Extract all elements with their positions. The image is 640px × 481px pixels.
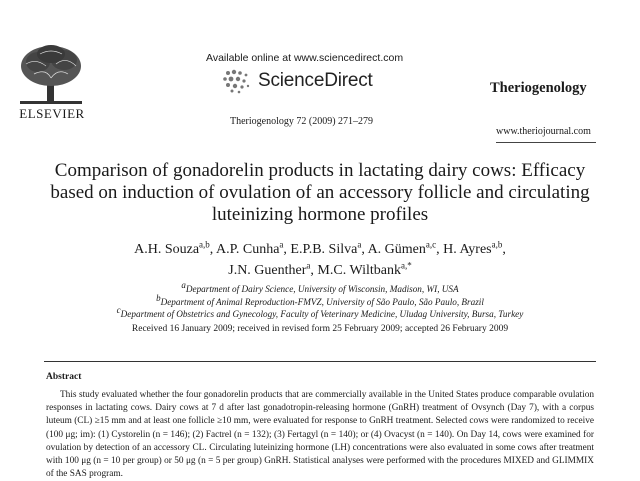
article-title: Comparison of gonadorelin products in lactating dairy cows: Efficacy based on induction of ovulation of an accessory follicle and circulating luteinizing hormone profiles [50,160,590,225]
author-separator: , [209,242,217,257]
author-separator: , [310,263,318,278]
affiliation-text: Department of Obstetrics and Gynecology, Faculty of Veterinary Medicine, Uludag University, Bursa, Turkey [120,309,524,319]
author[interactable] [228,260,311,278]
author[interactable] [216,239,284,257]
journal-citation: Theriogenology 72 (2009) 271–279 [230,116,374,127]
author-affiliation-mark[interactable]: a [279,239,284,250]
journal-url[interactable]: www.theriojournal.com [496,126,591,137]
author-name: H. Ayres [443,242,492,257]
sciencedirect-wordmark: ScienceDirect [258,70,373,91]
author-affiliation-mark[interactable]: a,c [425,239,437,250]
author-name: A.H. Souza [134,242,200,257]
affiliation-mark: a [181,279,186,290]
author[interactable] [367,239,437,257]
sciencedirect-logo [222,66,373,96]
journal-name: Theriogenology [490,80,587,96]
publisher-name: ELSEVIER [19,106,85,121]
affiliation-mark: b [156,292,161,303]
author-name: A. Gümen [367,242,426,257]
available-online-text: Available online at www.sciencedirect.com [206,52,404,64]
author-separator: , [361,242,368,257]
author-name: E.P.B. Silva [290,242,358,257]
abstract-body: This study evaluated whether the four gonadorelin products that are commercially available in the United States produce comparable ovulation responses in lactating cows. Dairy cows at 7 d after last gonadotropin-releasing hormone (GnRH) treatment of Ovsynch (Day 7), with a corpus luteum (CL) ≥15 mm and at least one follicle ≥10 mm, were evaluated for response to GnRH treatment. Selected cows were randomized to receive (100 μg; im): (1) Cystorelin (n = 146); (2) Factrel (n = 132); (3) Fertagyl (n = 140); or (4) Ovacyst (n = 140). On Day 14, cows were examined for ovulation by detection of an accessory CL. Circulating luteinizing hormone (LH) concentrations were also evaluated in some cows after treatment with 100 μg (n = 10 per group) or 50 μg (n = 5 per group) GnRH. Statistical analyses were performed with the procedures MIXED and GLIMMIX of the SAS program. [46,390,594,480]
header-divider [496,142,596,143]
author-affiliation-mark[interactable]: a,b [199,239,210,250]
author[interactable] [290,239,362,257]
author-separator: , [436,242,444,257]
affiliation-item [40,292,600,309]
author-separator: , [502,242,506,257]
abstract-divider [44,361,596,362]
sciencedirect-dots-icon [222,68,252,94]
author[interactable] [443,239,503,257]
author-affiliation-mark[interactable]: a,b [491,239,503,250]
author-corresponding[interactable] [317,260,412,278]
article-history-dates: Received 16 January 2009; received in revised form 25 February 2009; accepted 26 February 2009 [131,324,509,334]
affiliation-list [40,279,600,321]
author-affiliation-mark[interactable]: a [306,260,311,271]
affiliation-item [40,304,600,321]
abstract-heading: Abstract [46,372,82,382]
author-name: A.P. Cunha [216,242,280,257]
author-separator: , [283,242,291,257]
author-name: J.N. Guenther [228,263,307,278]
author-list [40,239,600,281]
author-affiliation-mark[interactable]: a,* [400,260,412,271]
author[interactable] [134,239,210,257]
elsevier-tree-logo [16,44,86,106]
author-name: M.C. Wiltbank [317,263,401,278]
affiliation-mark: c [116,304,121,315]
affiliation-text: Department of Dairy Science, University of Wisconsin, Madison, WI, USA [185,284,459,294]
affiliation-text: Department of Animal Reproduction-FMVZ, University of São Paulo, São Paulo, Brazil [160,296,484,307]
author-affiliation-mark[interactable]: a [357,239,362,250]
affiliation-item [40,279,600,296]
